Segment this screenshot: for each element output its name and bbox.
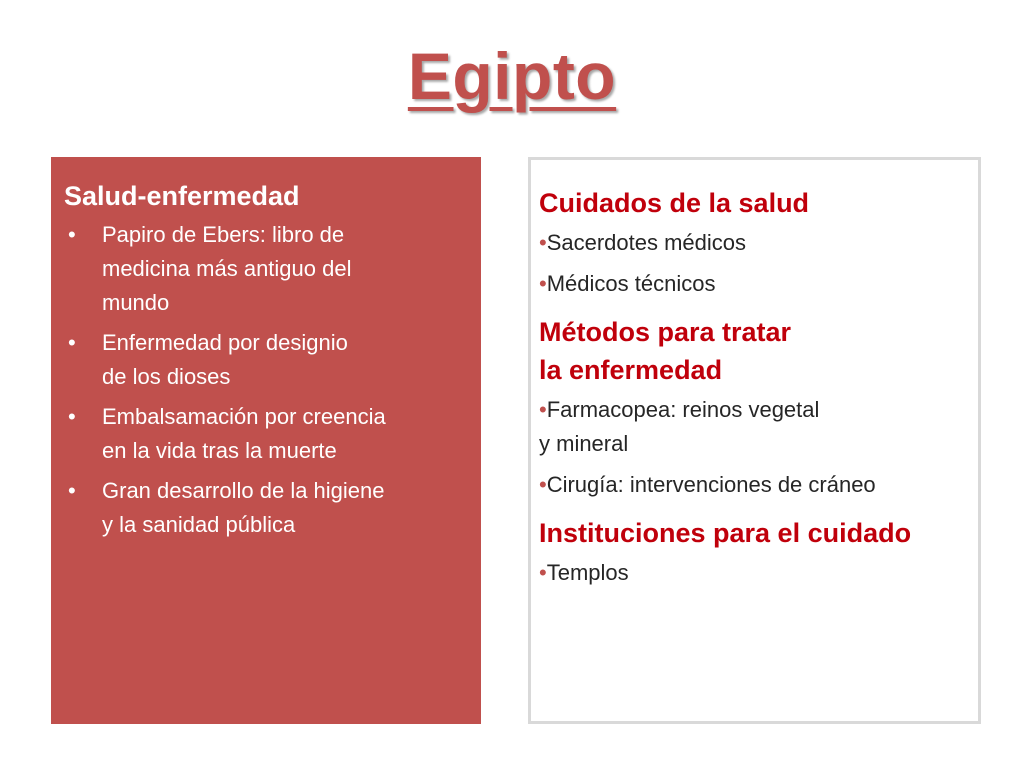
section-list	[539, 393, 968, 502]
list-item	[539, 226, 968, 260]
list-item-line: Embalsamación por creencia	[102, 404, 386, 429]
left-bullet-list	[64, 218, 455, 542]
section-heading-line: Métodos para tratar	[539, 317, 792, 347]
list-item-line: medicina más antiguo del	[102, 256, 352, 281]
bullet-icon: •	[68, 404, 76, 429]
bullet-icon: •	[539, 397, 547, 422]
list-item	[64, 474, 455, 542]
list-item-line: de los dioses	[102, 364, 231, 389]
list-item-line: Papiro de Ebers: libro de	[102, 222, 345, 247]
bullet-icon: •	[539, 230, 547, 255]
list-item	[539, 393, 968, 461]
list-item	[64, 400, 455, 468]
bullet-icon: •	[539, 271, 547, 296]
bullet-icon: •	[539, 472, 547, 497]
section-list	[539, 226, 968, 301]
list-item-line: en la vida tras la muerte	[102, 438, 337, 463]
list-item	[539, 468, 968, 502]
slide-title: Egipto	[407, 39, 617, 113]
section-heading-line: Cuidados de la salud	[539, 188, 810, 218]
list-item	[539, 267, 968, 301]
list-item-line: Enfermedad por designio	[102, 330, 348, 355]
list-item-line: Farmacopea: reinos vegetal	[546, 397, 820, 422]
list-item	[539, 556, 968, 590]
salud-enfermedad-panel	[51, 157, 481, 724]
list-item-line: y la sanidad pública	[102, 512, 296, 537]
list-item-line: Sacerdotes médicos	[546, 230, 747, 255]
list-item	[64, 218, 455, 320]
list-item-line: mundo	[102, 290, 170, 315]
list-item	[64, 326, 455, 394]
cuidados-panel	[528, 157, 981, 724]
bullet-icon: •	[68, 222, 76, 247]
list-item-line: Templos	[546, 560, 629, 585]
bullet-icon: •	[68, 478, 76, 503]
list-item-line: Médicos técnicos	[546, 271, 716, 296]
bullet-icon: •	[68, 330, 76, 355]
section-heading	[539, 313, 968, 389]
section-heading	[539, 184, 968, 222]
bullet-icon: •	[539, 560, 547, 585]
left-panel-heading: Salud-enfermedad	[64, 181, 300, 211]
list-item-line: Gran desarrollo de la higiene	[102, 478, 385, 503]
section-list	[539, 556, 968, 590]
list-item-line: Cirugía: intervenciones de cráneo	[546, 472, 876, 497]
list-item-line: y mineral	[539, 431, 629, 456]
section-heading-line: la enfermedad	[539, 355, 723, 385]
section-heading-line: Instituciones para el cuidado	[539, 518, 912, 548]
section-heading	[539, 514, 968, 552]
